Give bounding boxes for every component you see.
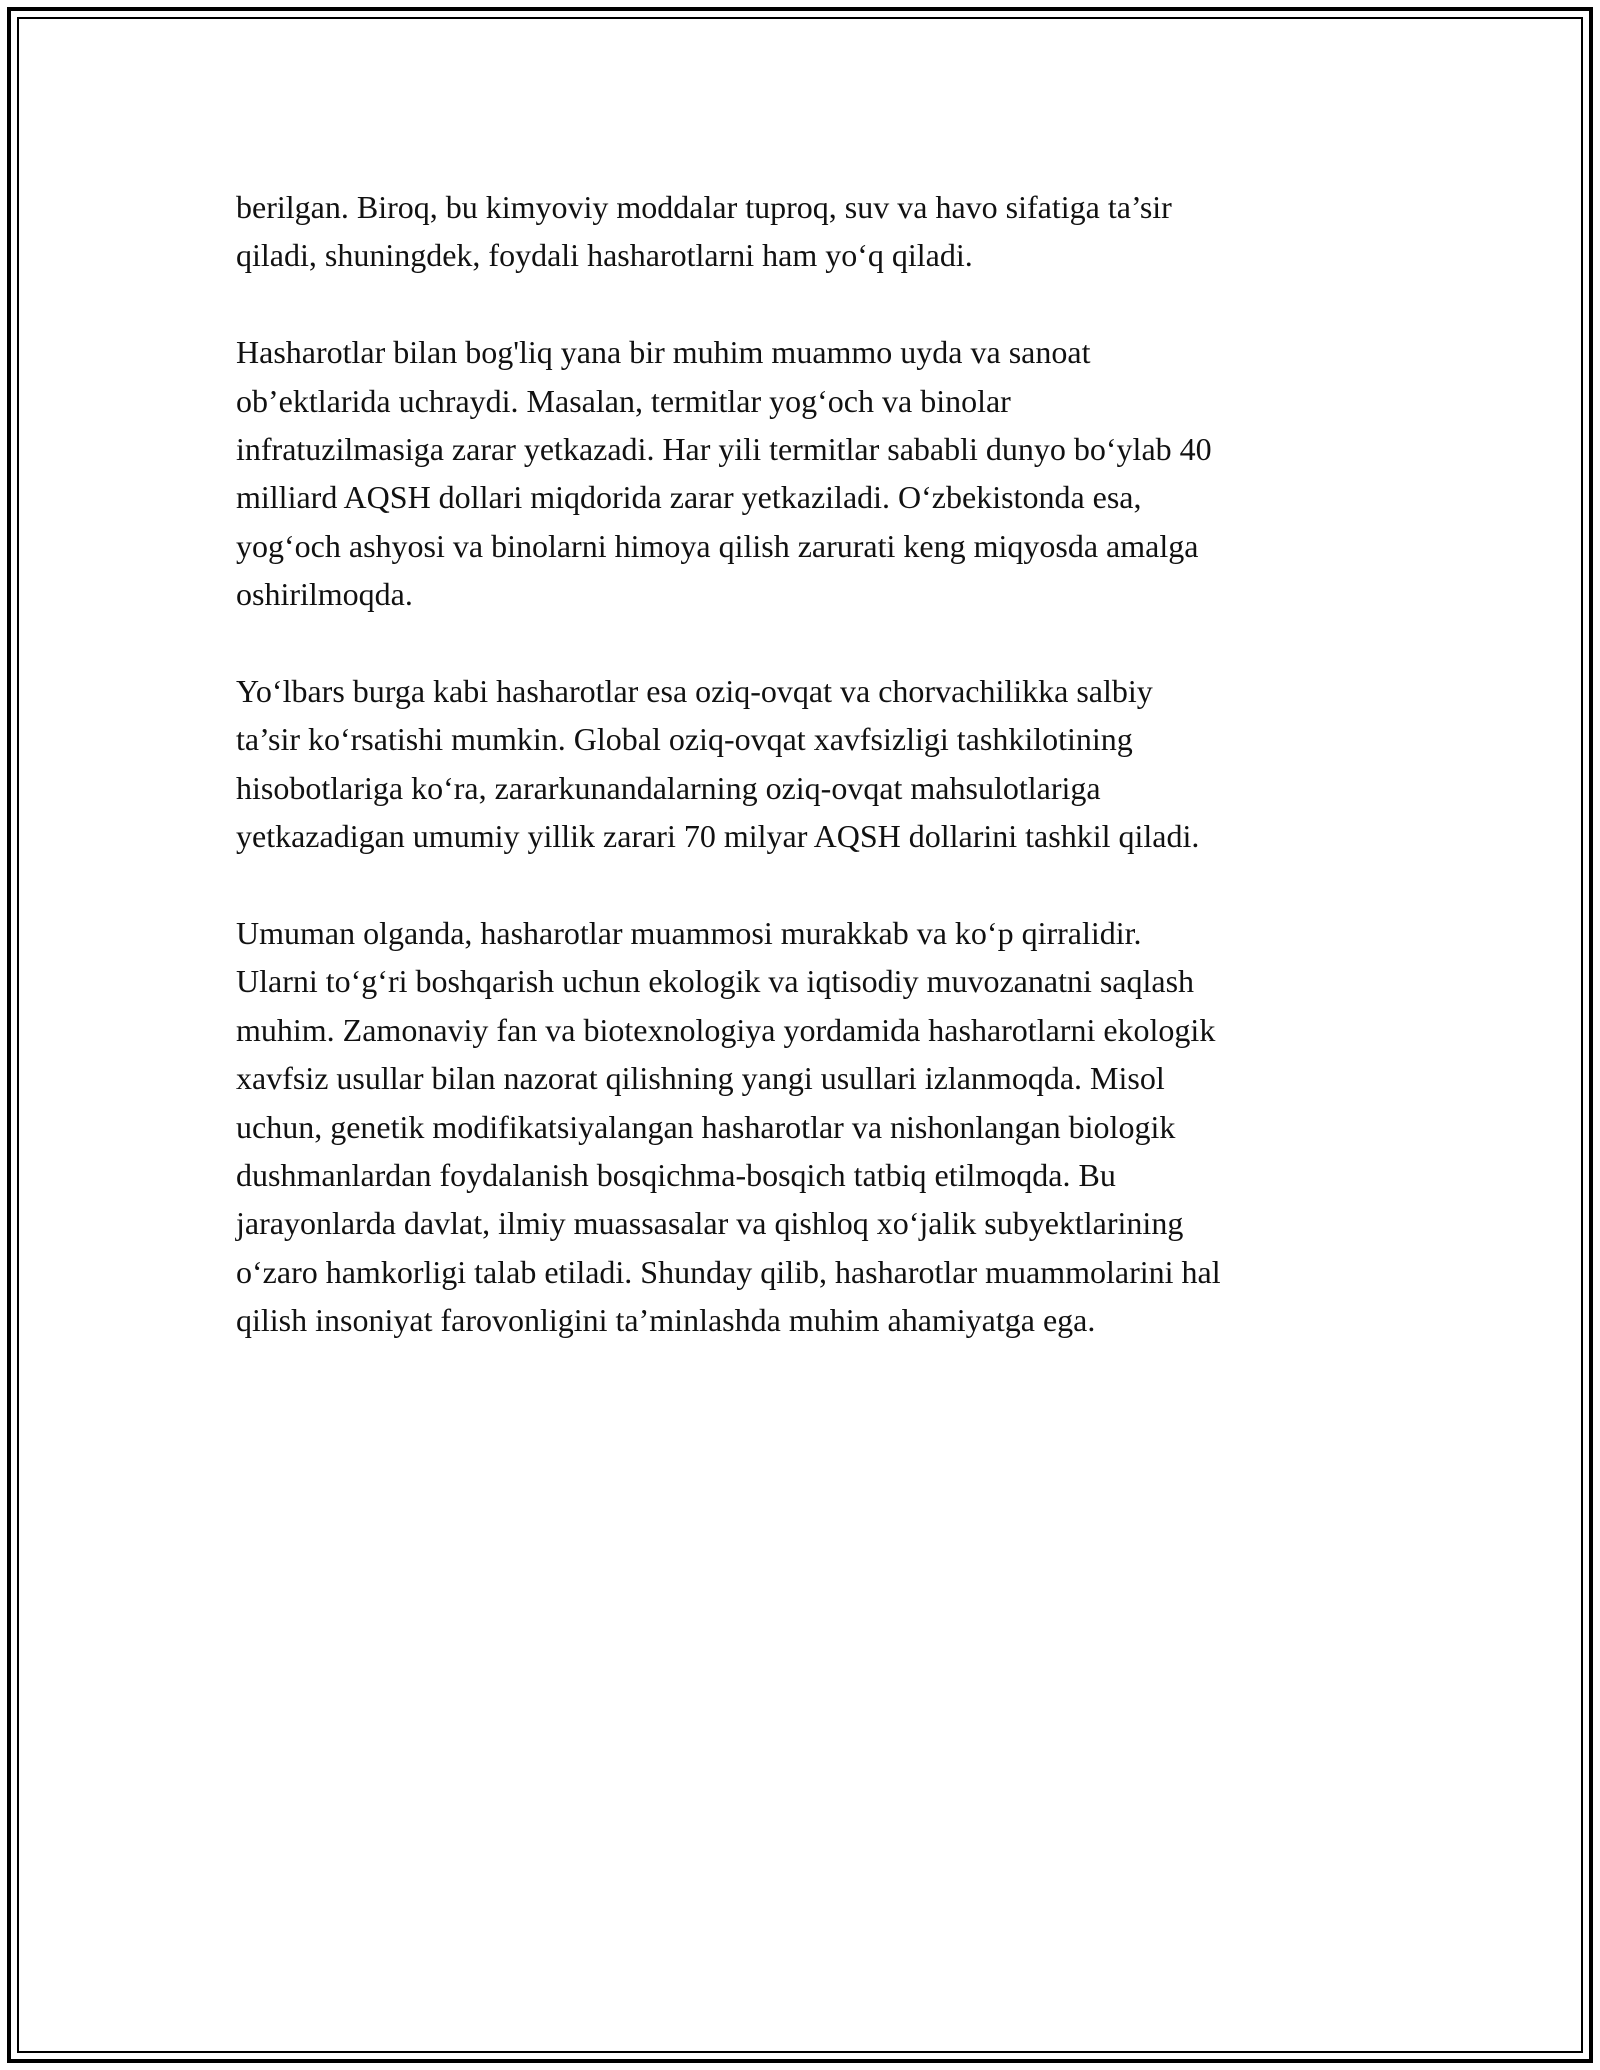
paragraph-pesticide-effects: berilgan. Biroq, bu kimyoviy moddalar tuproq, suv va havo sifatiga ta’sir qiladi, shuningdek, foydali hasharotlarni ham yo‘q qiladi.	[236, 189, 1172, 274]
paragraph-conclusion: Umuman olganda, hasharotlar muammosi murakkab va ko‘p qirralidir. Ularni to‘g‘ri boshqarish uchun ekologik va iqtisodiy muvozanatni saqlash muhim. Zamonaviy fan va biotexnologiya yordamida hasharotlarni ekologik xavfsiz usullar bilan nazorat qilishning yangi usullari izlanmoqda. Misol uchun, genetik modifikatsiyalangan hasharotlar va nishonlangan biologik dushmanlardan foydalanish bosqichma-bosqich tatbiq etilmoqda. Bu jarayonlarda davlat, ilmiy muassasalar va qishloq xo‘jalik subyektlarining o‘zaro hamkorligi talab etiladi. Shunday qilib, hasharotlar muammolarini hal qilish insoniyat farovonligini ta’minlashda muhim ahamiyatga ega.	[236, 915, 1221, 1339]
document-body	[236, 183, 1376, 1393]
paragraph-food-losses: Yo‘lbars burga kabi hasharotlar esa oziq-ovqat va chorvachilikka salbiy ta’sir ko‘rsatishi mumkin. Global oziq-ovqat xavfsizligi tashkilotining hisobotlariga ko‘ra, zararkunandalarning oziq-ovqat mahsulotlariga yetkazadigan umumiy yillik zarari 70 milyar AQSH dollarini tashkil qiladi.	[236, 673, 1200, 855]
paragraph-termites: Hasharotlar bilan bog'liq yana bir muhim muammo uyda va sanoat ob’ektlarida uchraydi. Masalan, termitlar yog‘och va binolar infratuzilmasiga zarar yetkazadi. Har yili termitlar sababli dunyo bo‘ylab 40 milliard AQSH dollari miqdorida zarar yetkaziladi. O‘zbekistonda esa, yog‘och ashyosi va binolarni himoya qilish zarurati keng miqyosda amalga oshirilmoqda.	[236, 334, 1212, 613]
